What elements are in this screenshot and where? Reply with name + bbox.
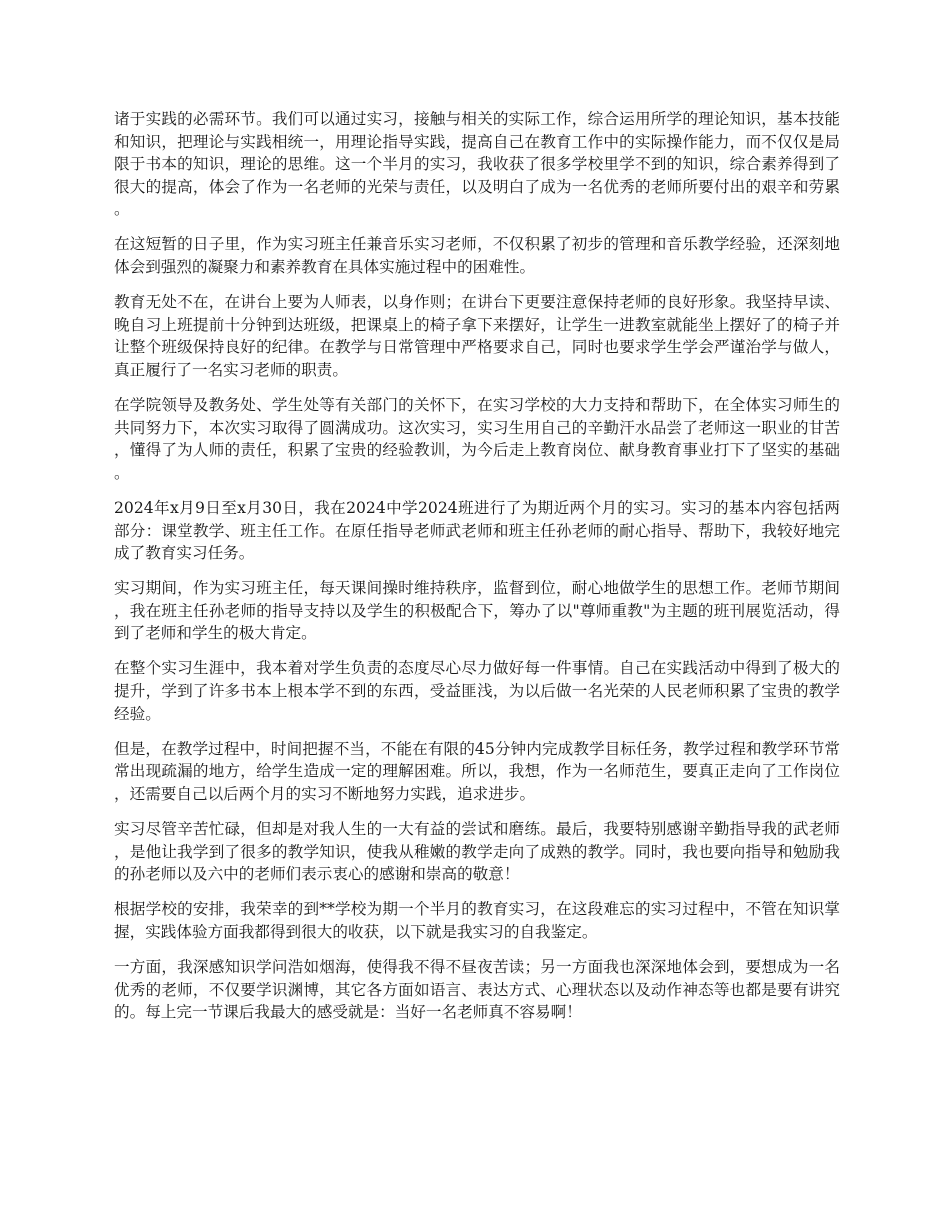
- paragraph-8: 但是，在教学过程中，时间把握不当，不能在有限的45分钟内完成教学目标任务，教学过程和教学环节常常出现疏漏的地方，给学生造成一定的理解困难。所以，我想，作为一名师范生，要真正走向了工作岗位，还需要自己以后两个月的实习不断地努力实践，追求进步。: [114, 739, 840, 803]
- paragraph-7: 在整个实习生涯中，我本着对学生负责的态度尽心尽力做好每一件事情。自己在实践活动中得到了极大的提升，学到了许多书本上根本学不到的东西，受益匪浅，为以后做一名光荣的人民老师积累了宝贵的教学经验。: [114, 659, 840, 723]
- paragraph-1: 诸于实践的必需环节。我们可以通过实习，接触与相关的实际工作，综合运用所学的理论知识，基本技能和知识，把理论与实践相统一，用理论指导实践，提高自己在教育工作中的实际操作能力，而不仅仅是局限于书本的知识，理论的思维。这一个半月的实习，我收获了很多学校里学不到的知识，综合素养得到了很大的提高，体会了作为一名老师的光荣与责任，以及明白了成为一名优秀的老师所要付出的艰辛和劳累。: [114, 110, 840, 219]
- paragraph-10: 根据学校的安排，我荣幸的到**学校为期一个半月的教育实习，在这段难忘的实习过程中，不管在知识掌握，实践体验方面我都得到很大的收获，以下就是我实习的自我鉴定。: [114, 900, 840, 941]
- paragraph-9: 实习尽管辛苦忙碌，但却是对我人生的一大有益的尝试和磨练。最后，我要特别感谢辛勤指导我的武老师，是他让我学到了很多的教学知识，使我从稚嫩的教学走向了成熟的教学。同时，我也要向指导和勉励我的孙老师以及六中的老师们表示衷心的感谢和崇高的敬意！: [114, 820, 840, 884]
- paragraph-2: 在这短暂的日子里，作为实习班主任兼音乐实习老师，不仅积累了初步的管理和音乐教学经验，还深刻地体会到强烈的凝聚力和素养教育在具体实施过程中的困难性。: [114, 235, 840, 277]
- paragraph-3: 教育无处不在，在讲台上要为人师表，以身作则；在讲台下更要注意保持老师的良好形象。我坚持早读、晚自习上班提前十分钟到达班级，把课桌上的椅子拿下来摆好，让学生一进教室就能坐上摆好了的椅子并让整个班级保持良好的纪律。在教学与日常管理中严格要求自己，同时也要求学生学会严谨治学与做人，真正履行了一名实习老师的职责。: [114, 293, 840, 379]
- paragraph-11: 一方面，我深感知识学问浩如烟海，使得我不得不昼夜苦读；另一方面我也深深地体会到，要想成为一名优秀的老师，不仅要学识渊博，其它各方面如语言、表达方式、心理状态以及动作神态等也都是要有讲究的。每上完一节课后我最大的感受就是：当好一名老师真不容易啊！: [114, 958, 840, 1022]
- paragraph-5: 2024年x月9日至x月30日，我在2024中学2024班进行了为期近两个月的实习。实习的基本内容包括两部分：课堂教学、班主任工作。在原任指导老师武老师和班主任孙老师的耐心指导、帮助下，我较好地完成了教育实习任务。: [114, 498, 840, 563]
- paragraph-4: 在学院领导及教务处、学生处等有关部门的关怀下，在实习学校的大力支持和帮助下，在全体实习师生的共同努力下，本次实习取得了圆满成功。这次实习，实习生用自己的辛勤汗水品尝了老师这一职业的甘苦，懂得了为人师的责任，积累了宝贵的经验教训，为今后走上教育岗位、献身教育事业打下了坚实的基础。: [114, 396, 840, 482]
- paragraph-6: 实习期间，作为实习班主任，每天课间操时维持秩序，监督到位，耐心地做学生的思想工作。老师节期间，我在班主任孙老师的指导支持以及学生的积极配合下，筹办了以"尊师重教"为主题的班刊展览活动，得到了老师和学生的极大肯定。: [114, 579, 840, 643]
- document-body: [114, 108, 840, 1036]
